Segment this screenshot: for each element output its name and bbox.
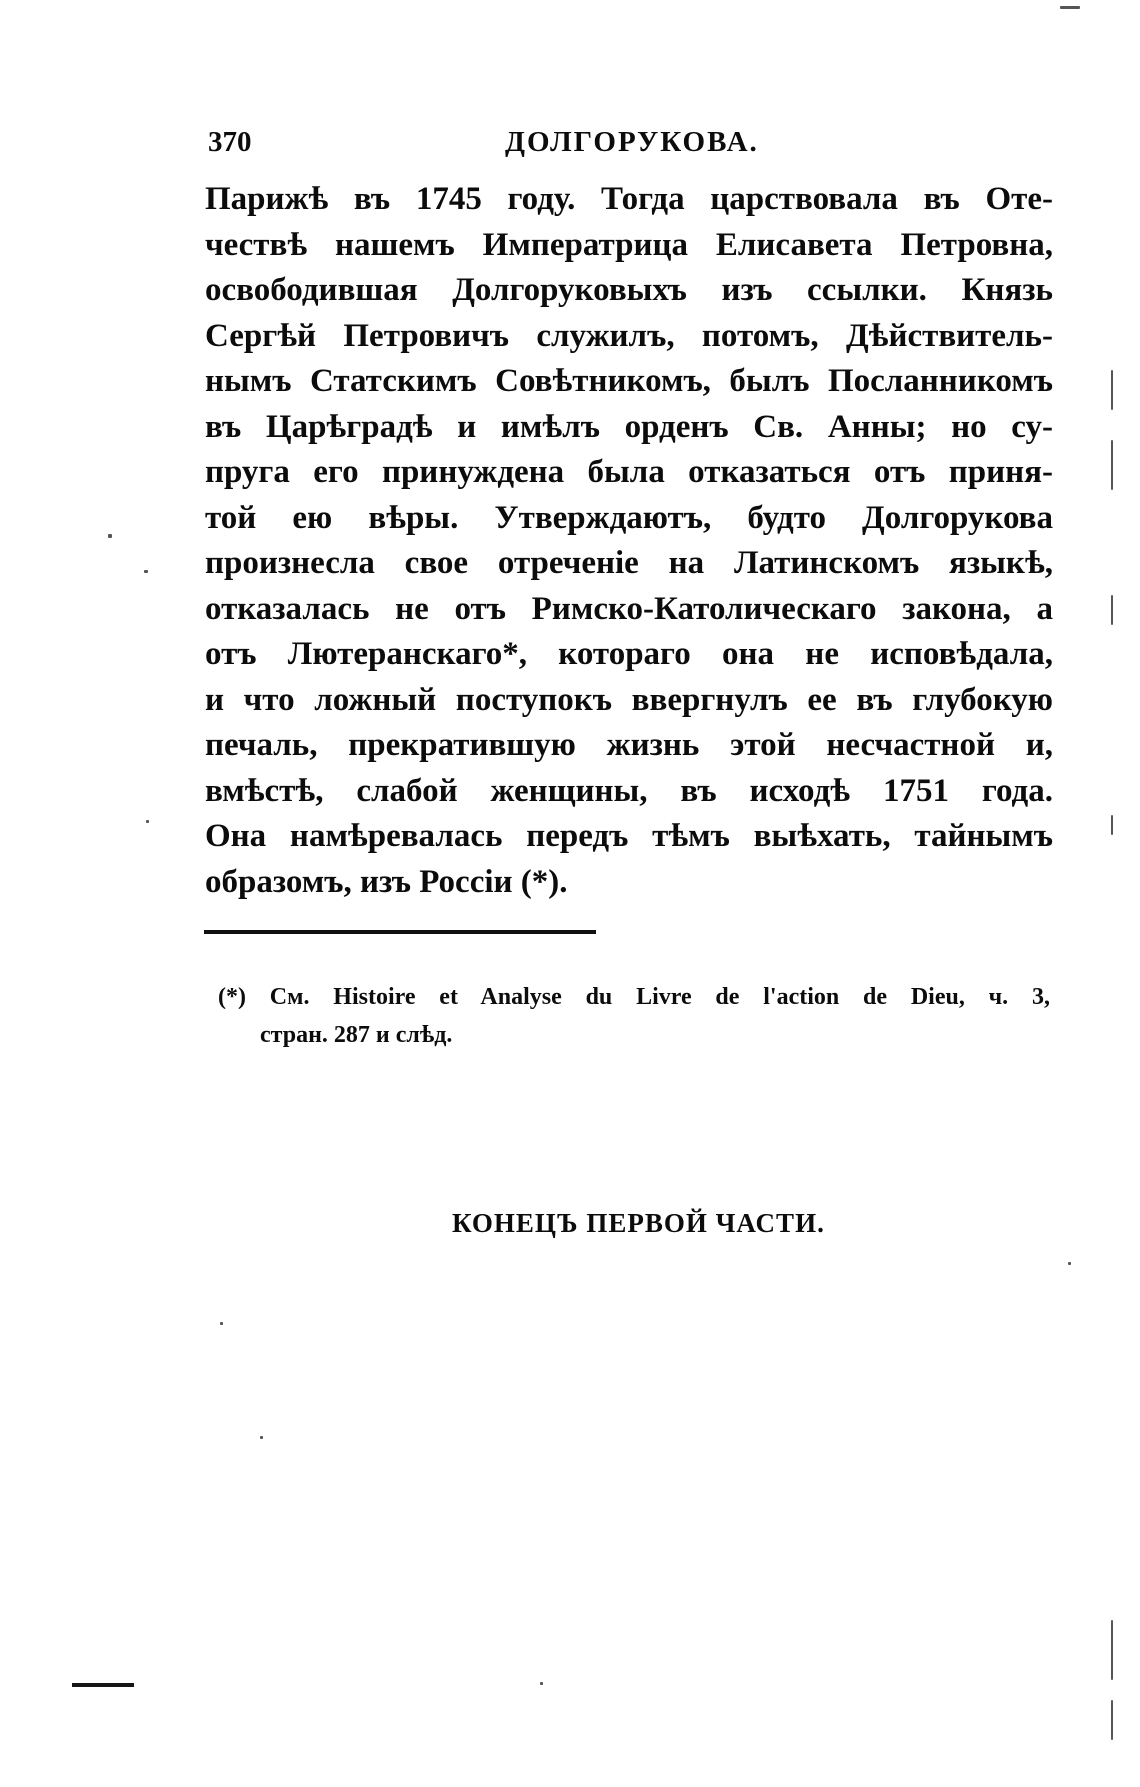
running-head: ДОЛГОРУКОВА. bbox=[505, 126, 759, 158]
page-number: 370 bbox=[208, 126, 252, 158]
scan-speck bbox=[146, 820, 149, 823]
footnote-line: (*) См. Histoire et Analyse du Livre de l'action de Dieu, ч. 3, bbox=[218, 984, 1050, 1010]
body-line: и что ложный поступокъ ввергнулъ ее въ глубокую bbox=[205, 681, 1053, 718]
body-line: въ Царѣградѣ и имѣлъ орденъ Св. Анны; но су- bbox=[205, 408, 1053, 445]
body-line: освободившая Долгоруковыхъ изъ ссылки. Князь bbox=[205, 272, 1053, 308]
scan-speck bbox=[260, 1436, 263, 1439]
scan-speck bbox=[108, 534, 112, 538]
scan-speck bbox=[1111, 1700, 1113, 1740]
body-line: нымъ Статскимъ Совѣтникомъ, былъ Посланникомъ bbox=[205, 363, 1053, 399]
body-line: отказалась не отъ Римско-Католическаго закона, а bbox=[205, 590, 1053, 627]
scan-speck bbox=[1111, 595, 1113, 625]
scan-speck bbox=[1111, 440, 1113, 490]
scan-speck bbox=[220, 1322, 223, 1325]
margin-rule bbox=[72, 1683, 134, 1687]
body-line: Она намѣревалась передъ тѣмъ выѣхать, тайнымъ bbox=[205, 818, 1053, 854]
footnote bbox=[218, 978, 1050, 1054]
scan-speck bbox=[1068, 1262, 1071, 1265]
body-line: печаль, прекратившую жизнь этой несчастной и, bbox=[205, 727, 1053, 763]
body-line: произнесла свое отреченіе на Латинскомъ языкѣ, bbox=[205, 545, 1053, 581]
body-line: той ею вѣры. Утверждаютъ, будто Долгорукова bbox=[205, 499, 1053, 536]
body-line: пруга его принуждена была отказаться отъ приня- bbox=[205, 454, 1053, 490]
body-line: Парижѣ въ 1745 году. Тогда царствовала въ Оте- bbox=[205, 181, 1053, 217]
body-line: Сергѣй Петровичъ служилъ, потомъ, Дѣйствитель- bbox=[205, 317, 1053, 354]
body-line: образомъ, изъ Россіи (*). bbox=[205, 863, 568, 900]
scan-speck bbox=[540, 1682, 543, 1685]
scan-speck bbox=[1111, 1620, 1113, 1680]
body-text bbox=[205, 177, 1053, 905]
scan-speck bbox=[1111, 815, 1113, 835]
scan-speck bbox=[144, 570, 148, 573]
body-line: вмѣстѣ, слабой женщины, въ исходѣ 1751 года. bbox=[205, 772, 1053, 809]
end-of-part-caption: КОНЕЦЪ ПЕРВОЙ ЧАСТИ. bbox=[452, 1208, 825, 1238]
footnote-line: стран. 287 и слѣд. bbox=[260, 1022, 453, 1048]
footnote-divider bbox=[204, 930, 596, 934]
body-line: отъ Лютеранскаго*, котораго она не исповѣдала, bbox=[205, 636, 1053, 672]
body-line: чествѣ нашемъ Императрица Елисавета Петровна, bbox=[205, 226, 1053, 263]
scan-speck bbox=[1111, 370, 1113, 410]
scan-speck bbox=[1060, 6, 1080, 9]
